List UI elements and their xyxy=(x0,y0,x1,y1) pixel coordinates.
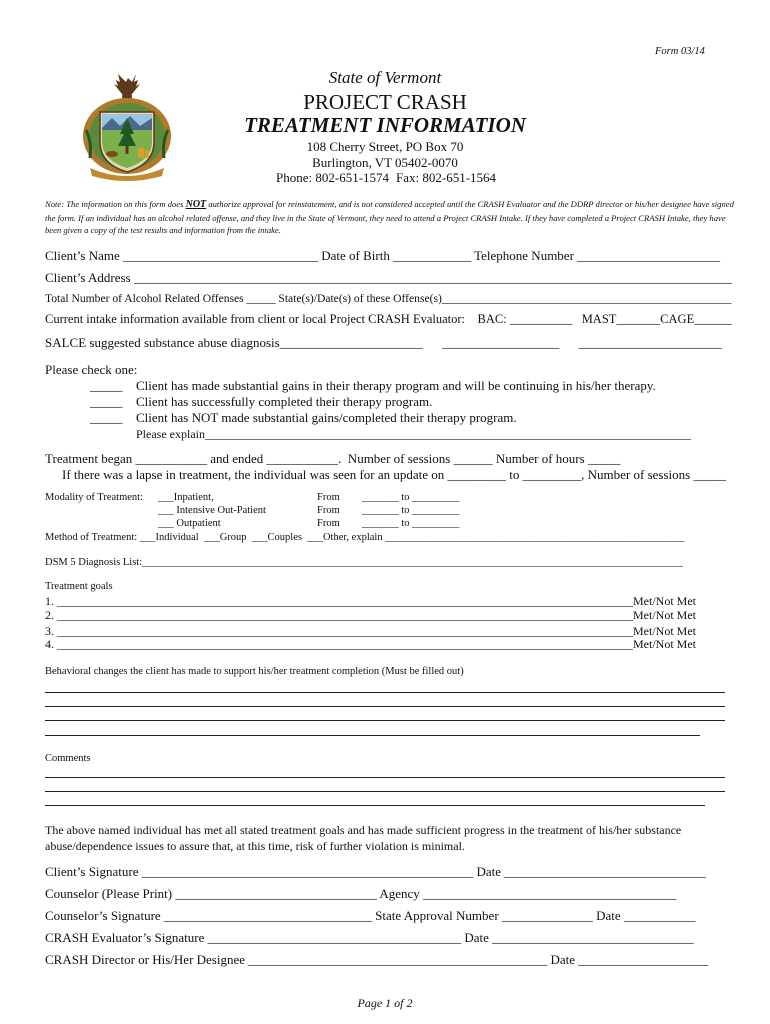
option-2-label: Client has successfully completed their therapy program. xyxy=(136,394,433,409)
comments-line-2[interactable] xyxy=(45,791,725,792)
address-line-2: Burlington, VT 05402-0070 xyxy=(312,155,458,170)
modality-inpatient[interactable]: ___Inpatient, xyxy=(158,492,214,503)
behavioral-line-4[interactable] xyxy=(45,735,700,736)
note-prefix: Note: The information on this form does xyxy=(45,199,186,209)
crash-director-signature-row[interactable]: CRASH Director or His/Her Designee ______________________________________________ Date ____________________ xyxy=(45,952,709,967)
option-1-label: Client has made substantial gains in their therapy program and will be continuing in his/her therapy. xyxy=(136,378,656,393)
comments-line-1[interactable] xyxy=(45,777,725,778)
page-number: Page 1 of 2 xyxy=(357,996,413,1010)
state-name: State of Vermont xyxy=(328,68,442,87)
modality-label: Modality of Treatment: xyxy=(45,492,143,503)
behavioral-changes-label: Behavioral changes the client has made to support his/her treatment completion (Must be filled out) xyxy=(45,666,464,677)
behavioral-line-1[interactable] xyxy=(45,692,725,693)
goal-row-4[interactable]: 4. ________________________________________________________________________________________________Met/Not Met xyxy=(45,637,696,651)
option-3-label: Client has NOT made substantial gains/completed their therapy program. xyxy=(136,410,517,425)
explain-row[interactable]: Please explain_________________________________________________________________________________ xyxy=(136,427,691,441)
note-rest: authorize approval for reinstatement, and is not considered accepted until the CRASH Evaluator and the DDRP director or his/her designee have signed the form. If an individual has an alcohol related offense, and they live in the State of Vermont, they need to attend a Project CRASH Intake. If they have completed a Project CRASH Intake, they have been given a copy of the test results and information from the intake. xyxy=(45,199,734,235)
modality-intensive-outpatient[interactable]: ___ Intensive Out-Patient xyxy=(158,505,266,516)
date-range-3[interactable]: _______ to _________ xyxy=(362,518,460,529)
completion-statement-line-1: The above named individual has met all stated treatment goals and has made sufficient progress in the treatment of his/her substance xyxy=(45,823,682,837)
fax-number: Fax: 802-651-1564 xyxy=(396,170,497,185)
goal-row-3[interactable]: 3. ________________________________________________________________________________________________Met/Not Met xyxy=(45,624,696,638)
option-2-checkbox[interactable]: _____ xyxy=(90,394,123,409)
goal-row-2[interactable]: 2. ________________________________________________________________________________________________Met/Not Met xyxy=(45,608,696,622)
modality-outpatient[interactable]: ___ Outpatient xyxy=(158,518,221,529)
address-line-1: 108 Cherry Street, PO Box 70 xyxy=(306,139,464,154)
lapse-row[interactable]: If there was a lapse in treatment, the individual was seen for an update on _________ to _________, Number of sessions _____ xyxy=(62,467,726,482)
dsm-diagnosis-row[interactable]: DSM 5 Diagnosis List:_______________________________________________________________________________________________________ xyxy=(45,557,683,568)
behavioral-line-2[interactable] xyxy=(45,706,725,707)
client-name-row[interactable]: Client’s Name ______________________________ Date of Birth ____________ Telephone Number ______________________ xyxy=(45,248,721,263)
treatment-dates-row[interactable]: Treatment began ___________ and ended ___________. Number of sessions ______ Number of hours _____ xyxy=(45,451,621,466)
crash-evaluator-signature-row[interactable]: CRASH Evaluator’s Signature _______________________________________ Date _______________________________ xyxy=(45,930,694,945)
comments-label: Comments xyxy=(45,753,91,764)
offenses-row[interactable]: Total Number of Alcohol Related Offenses _____ State(s)/Date(s) of these Offense(s)__________________________________________________ xyxy=(45,292,732,305)
behavioral-line-3[interactable] xyxy=(45,720,725,721)
completion-statement-line-2: abuse/dependence issues to assure that, at this time, risk of further violation is minimal. xyxy=(45,839,465,853)
counselor-print-row[interactable]: Counselor (Please Print) _______________________________ Agency _______________________________________ xyxy=(45,886,677,901)
note-emphasis: NOT xyxy=(185,199,207,210)
date-range-1[interactable]: _______ to _________ xyxy=(362,492,460,503)
method-of-treatment-row[interactable]: Method of Treatment: ___Individual ___Group ___Couples ___Other, explain _________________________________________________________ xyxy=(45,532,685,543)
date-range-2[interactable]: _______ to _________ xyxy=(362,505,460,516)
comments-line-3[interactable] xyxy=(45,805,705,806)
form-subtitle: TREATMENT INFORMATION xyxy=(244,113,526,137)
from-label-1: From xyxy=(317,492,340,503)
counselor-signature-row[interactable]: Counselor’s Signature ________________________________ State Approval Number ______________ Date ___________ xyxy=(45,908,696,923)
check-one-label: Please check one: xyxy=(45,362,138,377)
phone-number: Phone: 802-651-1574 xyxy=(276,170,390,185)
treatment-goals-title: Treatment goals xyxy=(45,581,113,592)
form-id: Form 03/14 xyxy=(655,46,705,57)
from-label-3: From xyxy=(317,518,340,529)
client-signature-row[interactable]: Client’s Signature ___________________________________________________ Date _______________________________ xyxy=(45,864,706,879)
option-3-checkbox[interactable]: _____ xyxy=(90,410,123,425)
option-1-checkbox[interactable]: _____ xyxy=(90,378,123,393)
goal-row-1[interactable]: 1. ________________________________________________________________________________________________Met/Not Met xyxy=(45,594,696,608)
client-address-row[interactable]: Client’s Address ____________________________________________________________________________________________ xyxy=(45,270,732,285)
from-label-2: From xyxy=(317,505,340,516)
disclaimer-note xyxy=(45,198,735,237)
form-title: PROJECT CRASH xyxy=(303,90,467,114)
intake-info-row[interactable]: Current intake information available from client or local Project CRASH Evaluator: BAC: __________ MAST_______CAGE______ xyxy=(45,312,732,326)
salce-diagnosis-row[interactable]: SALCE suggested substance abuse diagnosis______________________ __________________ ______________________ xyxy=(45,335,722,350)
